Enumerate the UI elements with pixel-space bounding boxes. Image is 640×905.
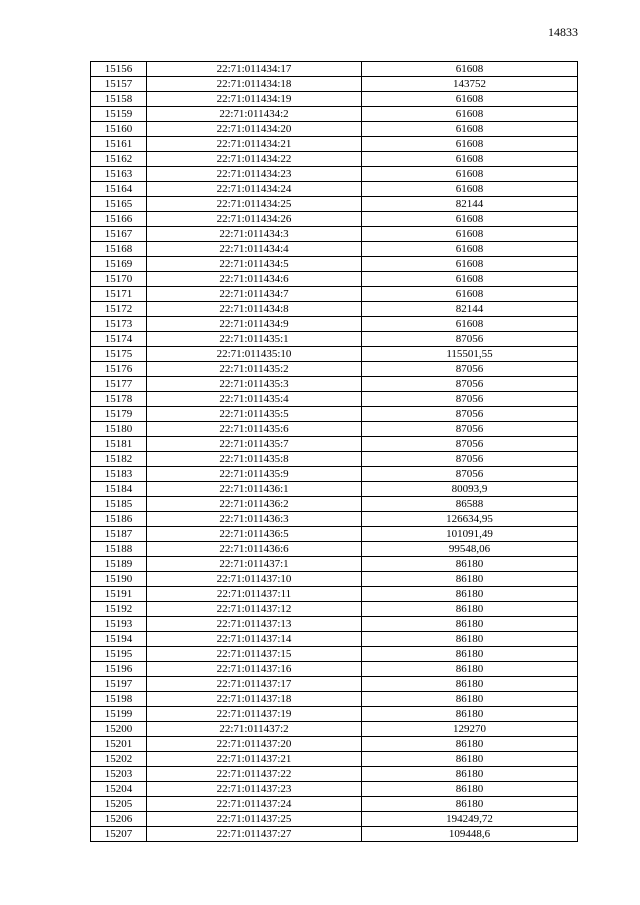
cadastral-number-cell: 22:71:011437:12	[147, 602, 362, 617]
cadastral-number-cell: 22:71:011437:19	[147, 707, 362, 722]
cadastral-value-cell: 86180	[362, 617, 578, 632]
table-row	[91, 497, 578, 512]
cadastral-value-cell: 61608	[362, 257, 578, 272]
cadastral-number-cell: 22:71:011437:18	[147, 692, 362, 707]
cadastral-number-cell: 22:71:011434:24	[147, 182, 362, 197]
row-number-cell: 15163	[91, 167, 147, 182]
cadastral-value-cell: 87056	[362, 377, 578, 392]
cadastral-number-cell: 22:71:011437:13	[147, 617, 362, 632]
cadastral-number-cell: 22:71:011437:20	[147, 737, 362, 752]
table-row	[91, 77, 578, 92]
cadastral-number-cell: 22:71:011437:27	[147, 827, 362, 842]
cadastral-value-cell: 61608	[362, 212, 578, 227]
cadastral-value-cell: 61608	[362, 272, 578, 287]
table-row	[91, 182, 578, 197]
cadastral-number-cell: 22:71:011434:22	[147, 152, 362, 167]
cadastral-number-cell: 22:71:011436:3	[147, 512, 362, 527]
row-number-cell: 15203	[91, 767, 147, 782]
cadastral-value-cell: 80093,9	[362, 482, 578, 497]
row-number-cell: 15156	[91, 62, 147, 77]
table-row	[91, 92, 578, 107]
cadastral-value-cell: 86180	[362, 647, 578, 662]
cadastral-number-cell: 22:71:011437:21	[147, 752, 362, 767]
table-body	[91, 62, 578, 842]
row-number-cell: 15171	[91, 287, 147, 302]
cadastral-value-cell: 87056	[362, 332, 578, 347]
cadastral-number-cell: 22:71:011435:2	[147, 362, 362, 377]
table-row	[91, 752, 578, 767]
cadastral-number-cell: 22:71:011436:2	[147, 497, 362, 512]
cadastral-value-cell: 86180	[362, 797, 578, 812]
cadastral-number-cell: 22:71:011435:4	[147, 392, 362, 407]
cadastral-value-cell: 86180	[362, 587, 578, 602]
cadastral-value-cell: 61608	[362, 122, 578, 137]
cadastral-number-cell: 22:71:011436:6	[147, 542, 362, 557]
table-row	[91, 302, 578, 317]
row-number-cell: 15176	[91, 362, 147, 377]
row-number-cell: 15173	[91, 317, 147, 332]
table-row	[91, 167, 578, 182]
table-row	[91, 392, 578, 407]
table-row	[91, 587, 578, 602]
table-row	[91, 827, 578, 842]
table-row	[91, 257, 578, 272]
cadastral-number-cell: 22:71:011437:23	[147, 782, 362, 797]
cadastral-number-cell: 22:71:011437:22	[147, 767, 362, 782]
cadastral-value-cell: 101091,49	[362, 527, 578, 542]
cadastral-value-cell: 86180	[362, 632, 578, 647]
row-number-cell: 15185	[91, 497, 147, 512]
cadastral-number-cell: 22:71:011437:25	[147, 812, 362, 827]
cadastral-value-cell: 87056	[362, 437, 578, 452]
cadastral-number-cell: 22:71:011434:26	[147, 212, 362, 227]
row-number-cell: 15175	[91, 347, 147, 362]
row-number-cell: 15192	[91, 602, 147, 617]
cadastral-number-cell: 22:71:011435:10	[147, 347, 362, 362]
table-row	[91, 197, 578, 212]
cadastral-value-cell: 61608	[362, 92, 578, 107]
cadastral-number-cell: 22:71:011435:7	[147, 437, 362, 452]
cadastral-number-cell: 22:71:011435:3	[147, 377, 362, 392]
cadastral-value-cell: 87056	[362, 392, 578, 407]
table-row	[91, 797, 578, 812]
table-row	[91, 62, 578, 77]
cadastral-number-cell: 22:71:011434:19	[147, 92, 362, 107]
cadastral-number-cell: 22:71:011434:3	[147, 227, 362, 242]
row-number-cell: 15174	[91, 332, 147, 347]
table-row	[91, 212, 578, 227]
table-row	[91, 137, 578, 152]
cadastral-value-cell: 99548,06	[362, 542, 578, 557]
table-row	[91, 287, 578, 302]
table-row	[91, 767, 578, 782]
cadastral-value-cell: 61608	[362, 317, 578, 332]
row-number-cell: 15184	[91, 482, 147, 497]
table-row	[91, 722, 578, 737]
cadastral-value-cell: 86180	[362, 782, 578, 797]
cadastral-number-cell: 22:71:011434:7	[147, 287, 362, 302]
cadastral-value-cell: 86180	[362, 692, 578, 707]
cadastral-value-cell: 86180	[362, 707, 578, 722]
table-row	[91, 602, 578, 617]
cadastral-number-cell: 22:71:011436:5	[147, 527, 362, 542]
table-row	[91, 662, 578, 677]
row-number-cell: 15182	[91, 452, 147, 467]
row-number-cell: 15190	[91, 572, 147, 587]
row-number-cell: 15162	[91, 152, 147, 167]
table-row	[91, 572, 578, 587]
table-row	[91, 272, 578, 287]
cadastral-number-cell: 22:71:011434:25	[147, 197, 362, 212]
table-row	[91, 692, 578, 707]
cadastral-value-cell: 82144	[362, 197, 578, 212]
cadastral-value-cell: 115501,55	[362, 347, 578, 362]
table-row	[91, 467, 578, 482]
row-number-cell: 15191	[91, 587, 147, 602]
table-row	[91, 812, 578, 827]
row-number-cell: 15187	[91, 527, 147, 542]
row-number-cell: 15157	[91, 77, 147, 92]
cadastral-value-cell: 86180	[362, 602, 578, 617]
table-row	[91, 512, 578, 527]
cadastral-number-cell: 22:71:011434:9	[147, 317, 362, 332]
table-row	[91, 152, 578, 167]
cadastral-number-cell: 22:71:011437:24	[147, 797, 362, 812]
cadastral-number-cell: 22:71:011435:5	[147, 407, 362, 422]
row-number-cell: 15204	[91, 782, 147, 797]
cadastral-number-cell: 22:71:011437:15	[147, 647, 362, 662]
table-row	[91, 362, 578, 377]
cadastral-number-cell: 22:71:011434:5	[147, 257, 362, 272]
table-row	[91, 377, 578, 392]
table-row	[91, 422, 578, 437]
cadastral-number-cell: 22:71:011437:14	[147, 632, 362, 647]
row-number-cell: 15198	[91, 692, 147, 707]
table-row	[91, 482, 578, 497]
cadastral-value-cell: 143752	[362, 77, 578, 92]
cadastral-value-cell: 61608	[362, 182, 578, 197]
table-row	[91, 107, 578, 122]
cadastral-value-cell: 194249,72	[362, 812, 578, 827]
cadastral-number-cell: 22:71:011434:6	[147, 272, 362, 287]
table-row	[91, 632, 578, 647]
cadastral-number-cell: 22:71:011434:17	[147, 62, 362, 77]
cadastral-value-cell: 126634,95	[362, 512, 578, 527]
row-number-cell: 15169	[91, 257, 147, 272]
row-number-cell: 15177	[91, 377, 147, 392]
cadastral-value-cell: 86180	[362, 737, 578, 752]
cadastral-number-cell: 22:71:011435:8	[147, 452, 362, 467]
row-number-cell: 15181	[91, 437, 147, 452]
cadastral-number-cell: 22:71:011437:17	[147, 677, 362, 692]
row-number-cell: 15194	[91, 632, 147, 647]
cadastral-number-cell: 22:71:011435:9	[147, 467, 362, 482]
cadastral-value-cell: 61608	[362, 227, 578, 242]
table-row	[91, 122, 578, 137]
row-number-cell: 15168	[91, 242, 147, 257]
table-row	[91, 452, 578, 467]
cadastral-number-cell: 22:71:011434:8	[147, 302, 362, 317]
cadastral-value-cell: 87056	[362, 422, 578, 437]
row-number-cell: 15164	[91, 182, 147, 197]
table-row	[91, 347, 578, 362]
table-row	[91, 407, 578, 422]
cadastral-value-cell: 86180	[362, 557, 578, 572]
cadastral-number-cell: 22:71:011437:10	[147, 572, 362, 587]
cadastral-number-cell: 22:71:011434:4	[147, 242, 362, 257]
cadastral-value-cell: 86180	[362, 752, 578, 767]
row-number-cell: 15180	[91, 422, 147, 437]
row-number-cell: 15172	[91, 302, 147, 317]
cadastral-number-cell: 22:71:011434:18	[147, 77, 362, 92]
row-number-cell: 15189	[91, 557, 147, 572]
row-number-cell: 15205	[91, 797, 147, 812]
cadastral-number-cell: 22:71:011434:2	[147, 107, 362, 122]
row-number-cell: 15186	[91, 512, 147, 527]
row-number-cell: 15206	[91, 812, 147, 827]
table-row	[91, 527, 578, 542]
cadastral-number-cell: 22:71:011435:6	[147, 422, 362, 437]
row-number-cell: 15193	[91, 617, 147, 632]
cadastral-value-cell: 86180	[362, 767, 578, 782]
cadastral-value-cell: 61608	[362, 137, 578, 152]
row-number-cell: 15183	[91, 467, 147, 482]
row-number-cell: 15188	[91, 542, 147, 557]
table-row	[91, 707, 578, 722]
table-row	[91, 617, 578, 632]
cadastral-number-cell: 22:71:011436:1	[147, 482, 362, 497]
row-number-cell: 15195	[91, 647, 147, 662]
row-number-cell: 15170	[91, 272, 147, 287]
row-number-cell: 15178	[91, 392, 147, 407]
cadastral-value-cell: 61608	[362, 152, 578, 167]
cadastral-number-cell: 22:71:011437:11	[147, 587, 362, 602]
table-row	[91, 317, 578, 332]
row-number-cell: 15207	[91, 827, 147, 842]
table-row	[91, 647, 578, 662]
cadastral-value-cell: 87056	[362, 452, 578, 467]
row-number-cell: 15202	[91, 752, 147, 767]
row-number-cell: 15196	[91, 662, 147, 677]
cadastral-value-cell: 87056	[362, 407, 578, 422]
table-row	[91, 542, 578, 557]
cadastral-value-cell: 61608	[362, 167, 578, 182]
cadastral-value-cell: 86180	[362, 572, 578, 587]
row-number-cell: 15197	[91, 677, 147, 692]
cadastral-value-cell: 61608	[362, 62, 578, 77]
cadastral-number-cell: 22:71:011435:1	[147, 332, 362, 347]
row-number-cell: 15167	[91, 227, 147, 242]
table-row	[91, 437, 578, 452]
cadastral-value-cell: 86180	[362, 662, 578, 677]
cadastral-value-table	[90, 61, 578, 842]
cadastral-value-cell: 86588	[362, 497, 578, 512]
cadastral-value-cell: 61608	[362, 107, 578, 122]
table-row	[91, 227, 578, 242]
cadastral-value-cell: 87056	[362, 362, 578, 377]
row-number-cell: 15159	[91, 107, 147, 122]
row-number-cell: 15165	[91, 197, 147, 212]
row-number-cell: 15199	[91, 707, 147, 722]
cadastral-value-cell: 87056	[362, 467, 578, 482]
cadastral-number-cell: 22:71:011437:2	[147, 722, 362, 737]
table-row	[91, 332, 578, 347]
cadastral-value-cell: 82144	[362, 302, 578, 317]
row-number-cell: 15160	[91, 122, 147, 137]
table-row	[91, 242, 578, 257]
row-number-cell: 15200	[91, 722, 147, 737]
cadastral-number-cell: 22:71:011434:20	[147, 122, 362, 137]
cadastral-value-cell: 129270	[362, 722, 578, 737]
table-row	[91, 557, 578, 572]
cadastral-number-cell: 22:71:011437:16	[147, 662, 362, 677]
table-row	[91, 677, 578, 692]
cadastral-value-cell: 86180	[362, 677, 578, 692]
cadastral-number-cell: 22:71:011437:1	[147, 557, 362, 572]
table-row	[91, 782, 578, 797]
cadastral-value-cell: 61608	[362, 242, 578, 257]
row-number-cell: 15166	[91, 212, 147, 227]
table-row	[91, 737, 578, 752]
row-number-cell: 15179	[91, 407, 147, 422]
cadastral-value-cell: 61608	[362, 287, 578, 302]
row-number-cell: 15158	[91, 92, 147, 107]
cadastral-value-cell: 109448,6	[362, 827, 578, 842]
cadastral-number-cell: 22:71:011434:23	[147, 167, 362, 182]
cadastral-number-cell: 22:71:011434:21	[147, 137, 362, 152]
row-number-cell: 15201	[91, 737, 147, 752]
row-number-cell: 15161	[91, 137, 147, 152]
page-number: 14833	[548, 25, 578, 39]
